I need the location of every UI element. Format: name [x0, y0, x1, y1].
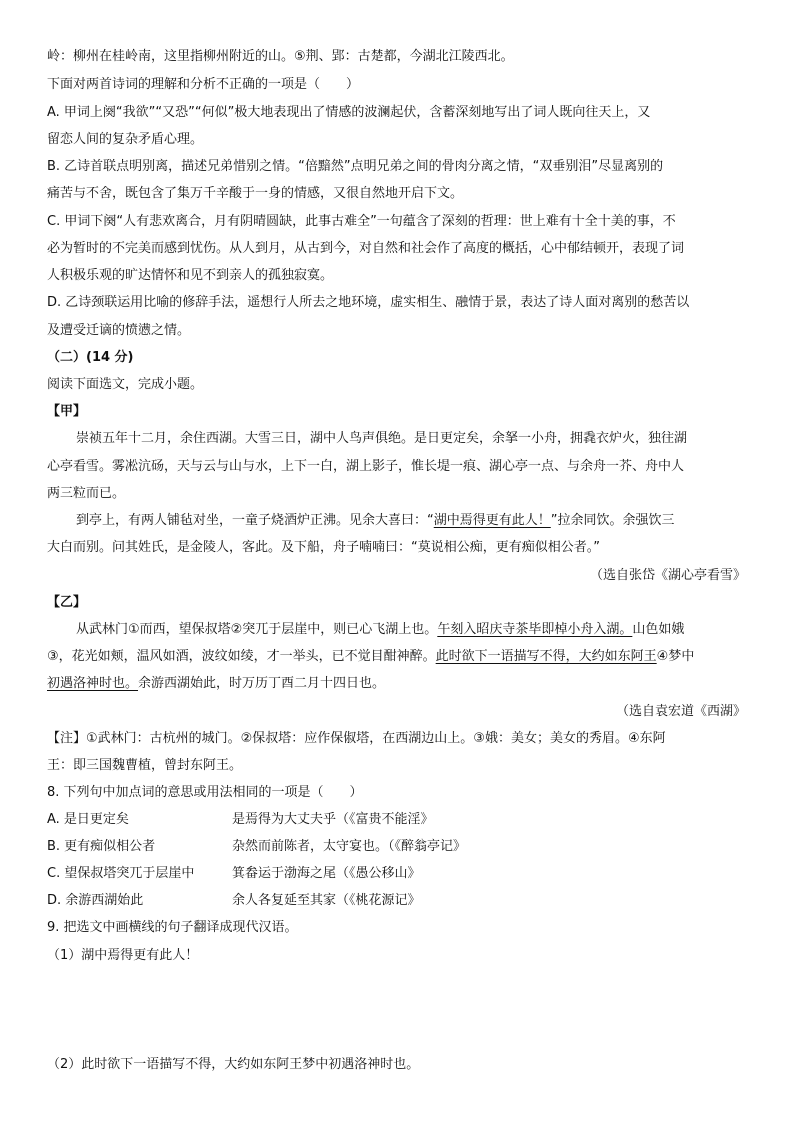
option-a-line-2: 留恋人间的复杂矛盾心理。 — [47, 132, 204, 147]
option-b-line-2: 痛苦与不舍，既包含了集万千辛酸于一身的情感，又很自然地开启下文。 — [47, 186, 464, 201]
underlined-sentence-2: 此时欲下一语描写不得，大约如东阿王 — [435, 649, 657, 664]
question-stem: 下面对两首诗词的理解和分析不正确的一项是（ ） — [47, 77, 360, 92]
text-run: ”拉余同饮。余强饮三 — [550, 513, 675, 528]
text-run: 到亭上，有两人铺毡对坐，一童子烧酒炉正沸。见余大喜曰：“ — [76, 513, 434, 528]
text-run: ④梦中 — [656, 649, 695, 664]
question-8: 8. 下列句中加点词的意思或用法相同的一项是（ ） — [47, 785, 363, 800]
q8-option-a — [47, 811, 747, 829]
option-d-line-1: D. 乙诗颈联运用比喻的修辞手法，遥想行人所去之地环境，虚实相生、融情于景，表达了诗人面对离别的愁苦以 — [47, 295, 690, 310]
passage-yi-line-2 — [47, 648, 747, 666]
option-b-line-1: B. 乙诗首联点明别离，描述兄弟惜别之情。“倍黯然”点明兄弟之间的骨肉分离之情，“双垂别泪”尽显离别的 — [47, 159, 664, 174]
text-run: 从武林门①而西，望保叔塔②突兀于层崖中，则已心飞湖上也。 — [76, 622, 438, 637]
passage-yi-line-3 — [47, 675, 747, 693]
text-run: 余游西湖始此，时万历丁酉二月十四日也。 — [138, 676, 386, 691]
passage-jia-p2-line-1 — [76, 512, 776, 530]
passage-jia-p1-line-3: 两三粒而已。 — [47, 486, 126, 501]
question-9-part-1: （1）湖中焉得更有此人！ — [47, 948, 199, 963]
source-citation-1: （选自张岱《湖心亭看雪》 — [589, 568, 746, 583]
passage-jia-p1-line-2: 心亭看雪。雾凇沆砀，天与云与山与水，上下一白，湖上影子，惟长堤一痕、湖心亭一点、与余舟一芥、舟中人 — [47, 459, 685, 474]
text-run: 山色如娥 — [632, 622, 685, 637]
underlined-sentence-2-end: 初遇洛神时也。 — [47, 676, 139, 691]
reading-instruction: 阅读下面选文，完成小题。 — [47, 377, 204, 392]
passage-jia-label: 【甲】 — [47, 404, 87, 419]
option-c-line-1: C. 甲词下阕“人有悲欢离合，月有阴晴圆缺，此事古难全”一句蕴含了深刻的哲理：世上难有十全十美的事，不 — [47, 214, 676, 229]
q8-option-a-right: 是焉得为大丈夫乎（《富贵不能淫》 — [232, 812, 434, 827]
source-citation-2: （选自袁宏道《西湖》 — [615, 704, 746, 719]
q8-option-d-right: 余人各复延至其家（《桃花源记》 — [232, 893, 421, 908]
option-c-line-2: 必为暂时的不完美而感到忧伤。从人到月，从古到今，对自然和社会作了高度的概括，心中郁结顿开，表现了词 — [47, 241, 685, 256]
q8-option-c-right: 箕畚运于渤海之尾（《愚公移山》 — [232, 866, 421, 881]
passage-jia-p2-line-2: 大白而别。问其姓氏，是金陵人，客此。及下船，舟子喃喃曰：“莫说相公痴，更有痴似相公者。” — [47, 540, 600, 555]
footnote-line-1: 【注】①武林门：古杭州的城门。②保叔塔：应作保俶塔，在西湖边山上。③娥：美女；美女的秀眉。④东阿 — [47, 731, 666, 746]
section-heading: （二）(14 分) — [47, 350, 134, 365]
option-d-line-2: 及遭受迁谪的愤懑之情。 — [47, 323, 191, 338]
option-a-line-1: A. 甲词上阕“我欲”“又恐”“何似”极大地表现出了情感的波澜起伏，含蓄深刻地写出了词人既向往天上，又 — [47, 105, 651, 120]
q8-option-c — [47, 865, 747, 883]
passage-jia-p1-line-1: 崇祯五年十二月，余住西湖。大雪三日，湖中人鸟声俱绝。是日更定矣，余拏一小舟，拥毳衣炉火，独往湖 — [76, 431, 688, 446]
question-9: 9. 把选文中画横线的句子翻译成现代汉语。 — [47, 920, 298, 935]
q8-option-a-left: A. 是日更定矣 — [47, 812, 129, 827]
passage-yi-label: 【乙】 — [47, 595, 87, 610]
underlined-sentence-1: 湖中焉得更有此人！ — [433, 513, 551, 528]
annotation-line: 岭：柳州在桂岭南，这里指柳州附近的山。⑤荆、郢：古楚都，今湖北江陵西北。 — [47, 49, 514, 64]
option-c-line-3: 人积极乐观的旷达情怀和见不到亲人的孤独寂寞。 — [47, 268, 334, 283]
q8-option-c-left: C. 望保叔塔突兀于层崖中 — [47, 866, 195, 881]
text-run: ③，花光如颊，温风如酒，波纹如绫，才一举头，已不觉目酣神醉。 — [47, 649, 436, 664]
q8-option-d — [47, 892, 747, 910]
q8-option-d-left: D. 余游西湖始此 — [47, 893, 144, 908]
underlined-sentence: 午刻入昭庆寺茶毕即棹小舟入湖。 — [437, 622, 633, 637]
question-9-part-2: （2）此时欲下一语描写不得，大约如东阿王梦中初遇洛神时也。 — [47, 1057, 420, 1072]
passage-yi-line-1 — [76, 621, 776, 639]
q8-option-b-right: 杂然而前陈者，太守宴也。（《醉翁亭记》 — [232, 839, 467, 854]
q8-option-b — [47, 838, 747, 856]
footnote-line-2: 王：即三国魏曹植，曾封东阿王。 — [47, 758, 243, 773]
q8-option-b-left: B. 更有痴似相公者 — [47, 839, 156, 854]
